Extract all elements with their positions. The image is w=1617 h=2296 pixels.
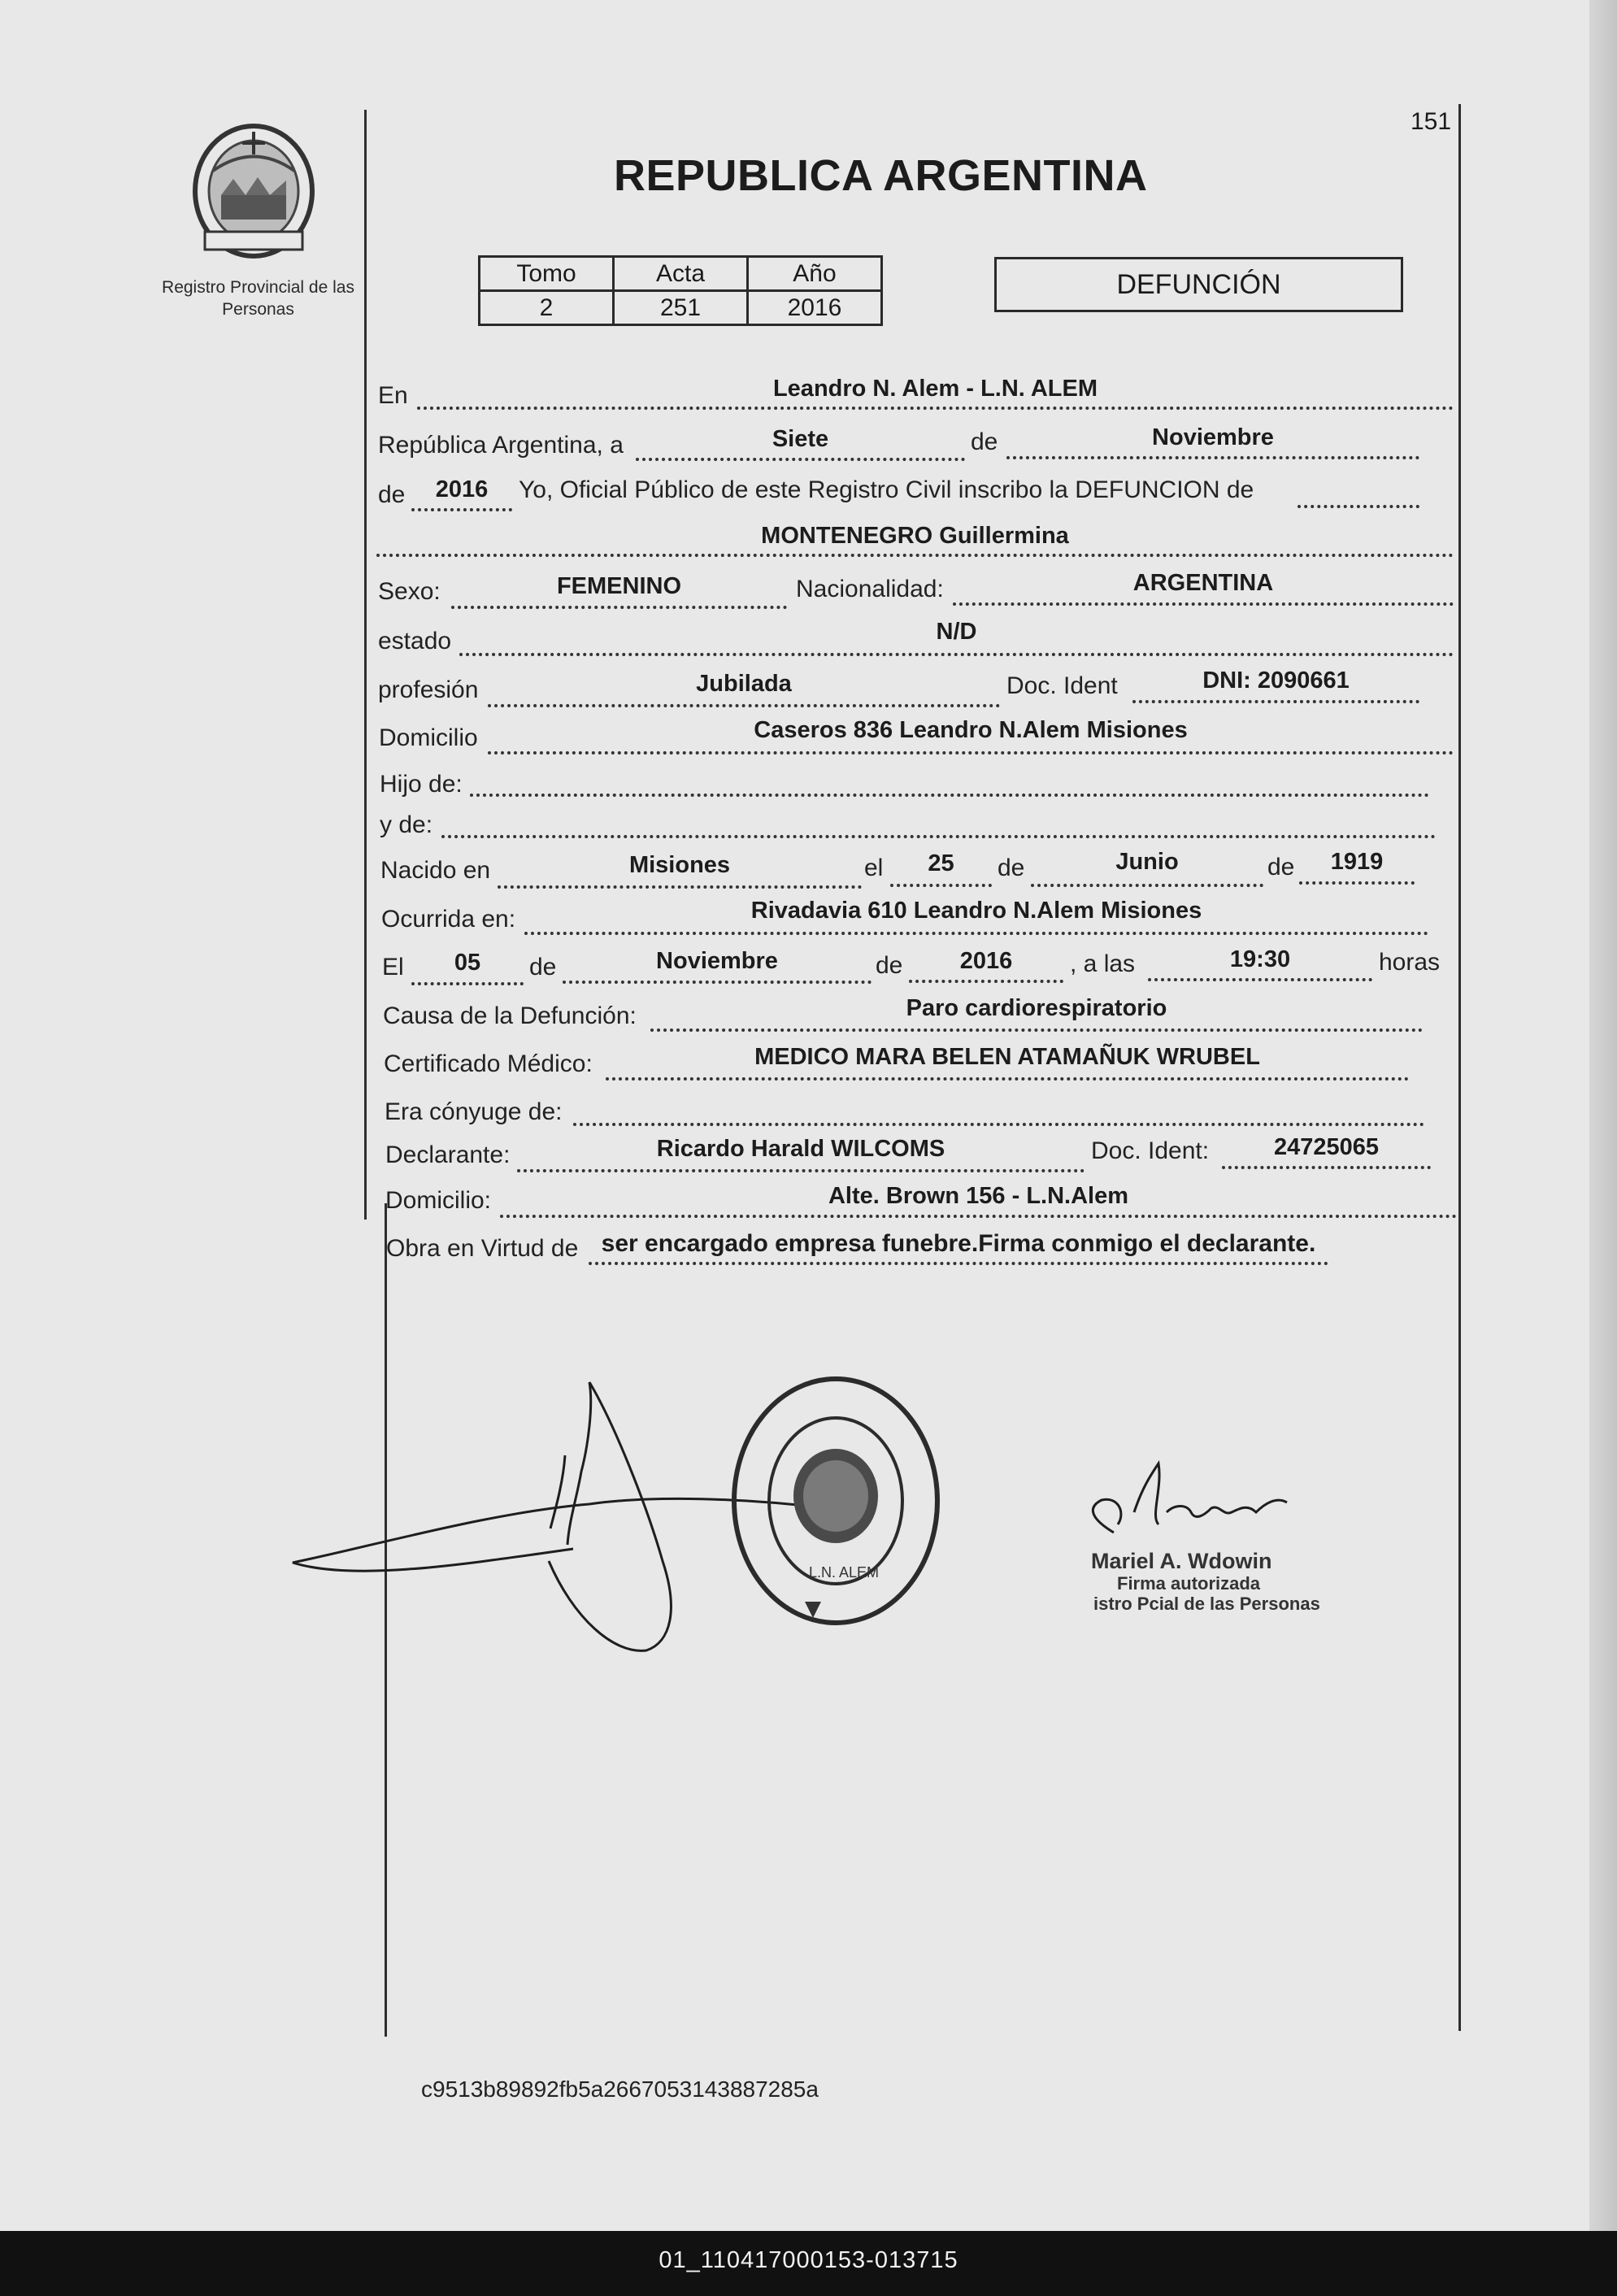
label-ocurrida-en: Ocurrida en:	[381, 906, 516, 933]
record-type-box: DEFUNCIÓN	[994, 257, 1403, 312]
tomo-header: Tomo	[480, 257, 614, 291]
dotted-line	[451, 606, 787, 609]
profession-value: Jubilada	[696, 671, 792, 697]
dotted-line	[498, 885, 862, 889]
death-year-value: 2016	[959, 948, 1013, 974]
death-day-value: 05	[454, 950, 481, 976]
dotted-line	[517, 1169, 1085, 1172]
signatory-role: Firma autorizada	[1117, 1573, 1261, 1594]
label-inscribo: Yo, Oficial Público de este Registro Civil inscribo la DEFUNCION de	[519, 476, 1254, 503]
declarant-address-value: Alte. Brown 156 - L.N.Alem	[828, 1183, 1128, 1209]
signatures-and-seal	[289, 1374, 1386, 1699]
address-value: Caseros 836 Leandro N.Alem Misiones	[754, 717, 1188, 743]
year-value: 2016	[435, 476, 489, 502]
dotted-line	[650, 1028, 1423, 1032]
label-de: de	[971, 428, 998, 455]
dotted-line	[909, 980, 1063, 983]
dotted-line	[411, 508, 512, 511]
label-nacido-en: Nacido en	[380, 857, 491, 884]
dotted-line	[563, 981, 872, 984]
declarant-value: Ricardo Harald WILCOMS	[656, 1136, 945, 1162]
death-month-value: Noviembre	[656, 948, 778, 974]
nationality-value: ARGENTINA	[1132, 570, 1274, 596]
label-causa: Causa de la Defunción:	[383, 1002, 637, 1029]
label-y-de: y de:	[380, 811, 433, 838]
dotted-line	[376, 554, 1454, 557]
cause-of-death-value: Paro cardiorespiratorio	[906, 995, 1167, 1021]
dotted-line	[417, 407, 1454, 410]
birth-month-value: Junio	[1115, 849, 1179, 875]
label-declarante: Declarante:	[385, 1141, 511, 1168]
signatory-name: Mariel A. Wdowin	[1091, 1549, 1272, 1573]
dotted-line	[1006, 456, 1419, 459]
dotted-line	[524, 932, 1428, 935]
label-doc-ident: Doc. Ident	[1006, 672, 1118, 699]
scan-footer-code: 01_110417000153-013715	[659, 2247, 958, 2273]
dotted-line	[500, 1215, 1457, 1218]
dotted-line	[636, 458, 965, 461]
label-domicilio2: Domicilio:	[385, 1187, 492, 1214]
sex-value: FEMENINO	[556, 573, 682, 599]
civil-status-value: N/D	[936, 619, 977, 645]
reference-table	[478, 255, 883, 326]
birthplace-value: Misiones	[628, 852, 731, 878]
misiones-emblem-icon	[189, 122, 319, 260]
medical-certificate-value: MEDICO MARA BELEN ATAMAÑUK WRUBEL	[754, 1044, 1260, 1070]
page-number: 151	[1411, 108, 1452, 135]
dotted-line	[1222, 1166, 1431, 1169]
label-estado: estado	[378, 628, 452, 654]
legal-basis-value: ser encargado empresa funebre.Firma conmigo el declarante.	[601, 1230, 1316, 1257]
official-signature-icon	[1093, 1463, 1287, 1533]
signatory-office: istro Pcial de las Personas	[1093, 1594, 1320, 1614]
page-edge	[1589, 0, 1617, 2231]
document-title: REPUBLICA ARGENTINA	[614, 151, 1148, 200]
document-value: DNI: 2090661	[1202, 667, 1350, 694]
label-sexo: Sexo:	[378, 578, 441, 605]
dotted-line	[890, 884, 992, 887]
label-de-f1: de	[529, 954, 557, 981]
acta-value: 251	[614, 291, 748, 325]
label-hijo-de: Hijo de:	[380, 771, 463, 798]
label-certificado: Certificado Médico:	[384, 1050, 593, 1077]
dotted-line	[1298, 505, 1419, 508]
death-time-value: 19:30	[1229, 946, 1291, 972]
label-republica: República Argentina, a	[378, 432, 624, 459]
label-nacionalidad: Nacionalidad:	[796, 576, 944, 602]
left-margin-line	[364, 110, 367, 1220]
label-a-las: , a las	[1070, 950, 1136, 977]
dotted-line	[573, 1123, 1424, 1126]
dotted-line	[1031, 884, 1263, 887]
dotted-line	[1148, 978, 1372, 981]
label-horas: horas	[1379, 949, 1441, 976]
dotted-line	[606, 1077, 1409, 1081]
label-de-nac1: de	[998, 854, 1025, 881]
declarant-signature-icon	[293, 1382, 858, 1650]
dotted-line	[488, 704, 1000, 707]
label-el: el	[864, 854, 884, 881]
place-of-death-value: Rivadavia 610 Leandro N.Alem Misiones	[750, 898, 1202, 924]
dotted-line	[488, 751, 1454, 754]
svg-text:L.N. ALEM: L.N. ALEM	[809, 1564, 880, 1581]
dotted-line	[441, 835, 1436, 838]
registry-caption: Registro Provincial de las Personas	[162, 278, 354, 319]
deceased-name-value: MONTENEGRO Guillermina	[761, 523, 1069, 549]
declarant-document-value: 24725065	[1273, 1134, 1380, 1160]
anio-value: 2016	[748, 291, 882, 325]
dotted-line	[470, 794, 1429, 797]
label-domicilio: Domicilio	[379, 724, 478, 751]
day-words-value: Siete	[772, 426, 829, 452]
dotted-line	[1132, 700, 1419, 703]
label-conyuge: Era cónyuge de:	[385, 1098, 563, 1125]
label-obra-en-virtud: Obra en Virtud de	[386, 1235, 579, 1262]
dotted-line	[953, 602, 1454, 606]
place-value: Leandro N. Alem - L.N. ALEM	[772, 376, 1098, 402]
label-en: En	[378, 382, 408, 409]
acta-header: Acta	[614, 257, 748, 291]
label-doc-ident2: Doc. Ident:	[1091, 1137, 1210, 1164]
dotted-line	[459, 653, 1454, 656]
document-hash: c9513b89892fb5a2667053143887285a	[421, 2076, 819, 2102]
tomo-value: 2	[480, 291, 614, 325]
label-de-nac2: de	[1267, 854, 1295, 881]
dotted-line	[411, 982, 524, 985]
dotted-line	[1299, 881, 1415, 885]
right-margin-line	[1458, 104, 1461, 2031]
label-profesion: profesión	[378, 676, 479, 703]
birth-day-value: 25	[928, 850, 954, 876]
birth-year-value: 1919	[1330, 849, 1384, 875]
month-value: Noviembre	[1152, 424, 1274, 450]
label-el2: El	[382, 954, 404, 981]
label-de-f2: de	[876, 952, 903, 979]
anio-header: Año	[748, 257, 882, 291]
label-de2: de	[378, 481, 406, 508]
dotted-line	[589, 1262, 1328, 1265]
